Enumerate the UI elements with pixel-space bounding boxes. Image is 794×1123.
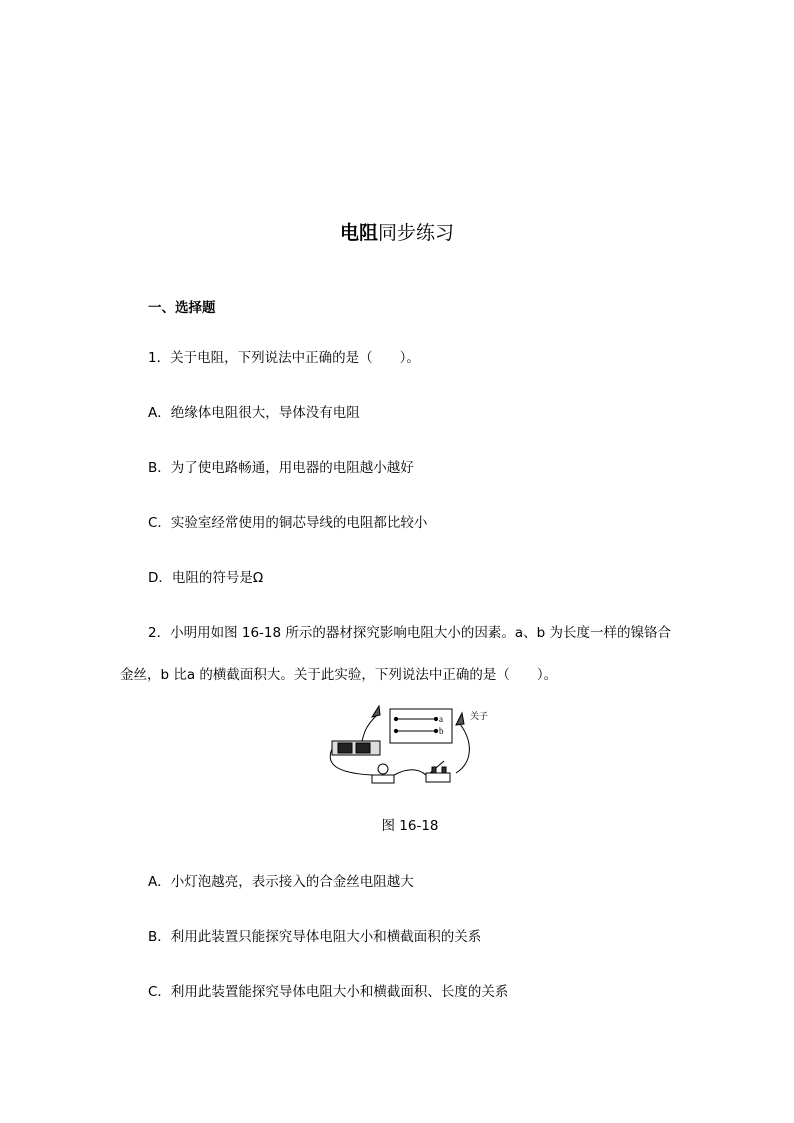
question-2-stem-line-1: 2．小明用如图 16-18 所示的器材探究影响电阻大小的因素。a、b 为长度一样的镍铬合 [148, 625, 672, 641]
question-2-stem-line-2: 金丝，b 比a 的横截面积大。关于此实验，下列说法中正确的是（ ）。 [120, 667, 558, 683]
figure-caption: 图 16-18 [381, 818, 439, 834]
question-1-option-d: D．电阻的符号是Ω [148, 570, 264, 586]
lead-wire-1 [362, 716, 376, 741]
label-switch: 关子 [470, 712, 489, 722]
section-heading: 一、选择题 [148, 300, 216, 316]
title-bold: 电阻 [339, 222, 378, 244]
clip-left [372, 706, 380, 717]
question-1-option-b: B．为了使电路畅通，用电器的电阻越小越好 [148, 460, 414, 476]
bulb [378, 764, 388, 774]
label-a: a [439, 714, 443, 724]
label-b: b [439, 726, 444, 736]
circuit-figure [324, 703, 494, 788]
lead-wire-4 [456, 724, 469, 773]
lead-wire-3 [394, 770, 426, 775]
page-title [0, 218, 794, 245]
question-1-option-c: C．实验室经常使用的铜芯导线的电阻都比较小 [148, 515, 428, 531]
question-2-option-a: A．小灯泡越亮，表示接入的合金丝电阻越大 [148, 874, 414, 890]
title-rest: 同步练习 [378, 222, 455, 244]
clip-right [456, 713, 464, 725]
question-2-option-b: B．利用此装置只能探究导体电阻大小和横截面积的关系 [148, 929, 482, 945]
question-1-option-a: A．绝缘体电阻很大，导体没有电阻 [148, 405, 360, 421]
question-2-option-c: C．利用此装置能探究导体电阻大小和横截面积、长度的关系 [148, 984, 509, 1000]
switch-base [426, 773, 450, 782]
question-1-stem: 1．关于电阻，下列说法中正确的是（ ）。 [148, 350, 420, 366]
lamp-base [372, 775, 394, 783]
